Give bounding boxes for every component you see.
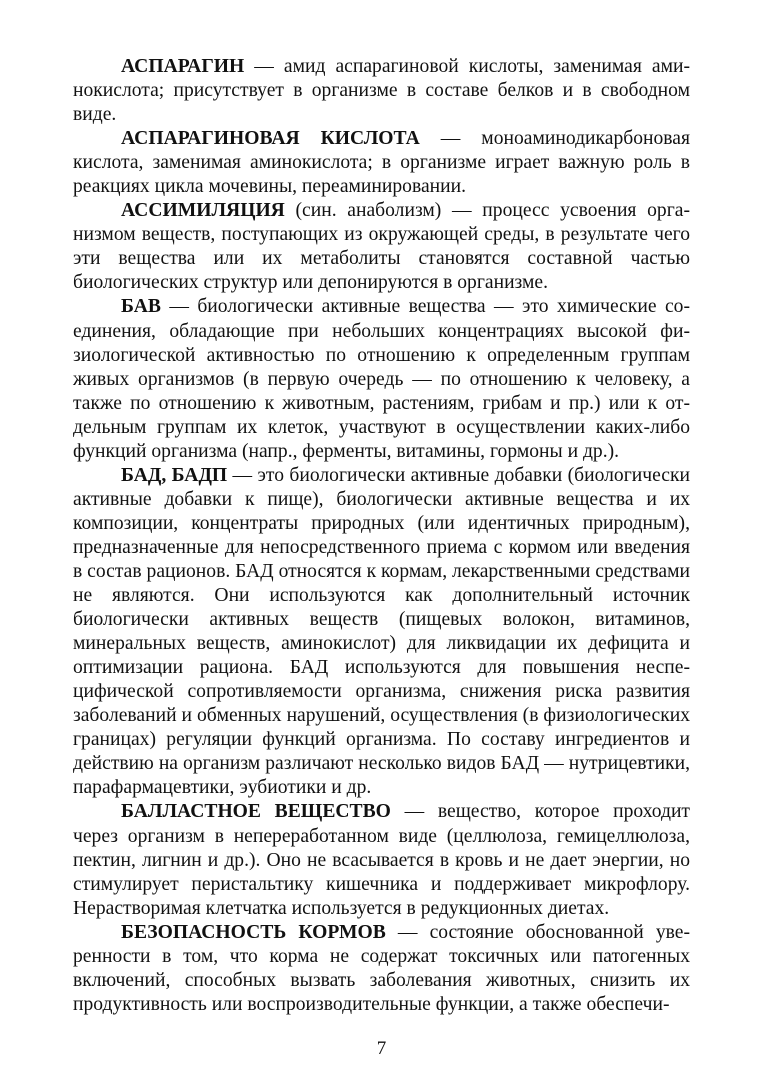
- entry-term: БАД, БАДП: [121, 464, 228, 486]
- entry-bav: [73, 295, 690, 463]
- entry-definition: — биологически активные вещества — это химические соединения, обладающие при небольших концентрациях высокой физиологической активностью по отношению к определенным группам живых организмов (в первую очередь — по отношению к человеку, а также по отношению к животным, растениям, грибам и пр.) или к отдельным группам их клеток, участвуют в осуществлении каких-либо функций организма (напр., ферменты, витамины, гормоны и др.).: [73, 296, 690, 462]
- entry-term: АСПАРАГИНОВАЯ КИСЛОТА: [121, 128, 420, 150]
- entry-term: АССИМИЛЯЦИЯ: [121, 200, 285, 222]
- entry-definition: — амид аспарагиновой кислоты, заменимая аминокислота; присутствует в организме в составе белков и в свободном виде.: [73, 56, 690, 126]
- entry-definition: — вещество, которое проходит через организм в непереработанном виде (целлюлоза, гемицеллюлоза, пектин, лигнин и др.). Оно не всасывается в кровь и не дает энергии, но стимулирует перистальтику кишечника и поддерживает микрофлору. Нерастворимая клетчатка используется в редукционных диетах.: [73, 801, 690, 919]
- entry-bad: [73, 464, 690, 801]
- entry-ballast-substance: [73, 800, 690, 920]
- entry-aspartic-acid: [73, 127, 690, 199]
- entry-definition: — состояние обоснованной уверенности в том, что корма не содержат токсичных или патогенных включений, способных вызвать заболевания животных, снизить их продуктивность или воспроизводительные функции, а также обеспечи-: [73, 921, 690, 1015]
- entry-term: БЕЗОПАСНОСТЬ КОРМОВ: [121, 921, 386, 943]
- entry-asparagine: [73, 55, 690, 127]
- entry-feed-safety: [73, 921, 690, 1017]
- entry-definition: (син. анаболизм) — процесс усвоения организмом веществ, поступающих из окружающей среды, в результате чего эти вещества или их метаболиты становятся составной частью биологических структур или депонируются в организме.: [73, 200, 690, 294]
- entry-definition: — моноаминодикарбоновая кислота, заменимая аминокислота; в организме играет важную роль в реакциях цикла мочевины, переаминировании.: [73, 128, 690, 198]
- dictionary-page: [73, 55, 690, 1017]
- entry-assimilation: [73, 199, 690, 295]
- entry-term: БАЛЛАСТНОЕ ВЕЩЕСТВО: [121, 801, 391, 823]
- entry-term: АСПАРАГИН: [121, 56, 245, 77]
- entry-definition: — это биологически активные добавки (биологически активные добавки к пище), биологически активные вещества и их композиции, концентраты природных (или идентичных природным), предназначенные для непосредственного приема с кормом или введения в состав рационов. БАД относятся к кормам, лекарственными средствами не являются. Они используются как дополнительный источник биологически активных веществ (пищевых волокон, витаминов, минеральных веществ, аминокислот) для ликвидации их дефицита и оптимизации рациона. БАД используются для повышения неспецифической сопротивляемости организма, снижения риска развития заболеваний и обменных нарушений, осуществления (в физиологических границах) регуляции функций организма. По составу ингредиентов и действию на организм различают несколько видов БАД — нутрицевтики, парафармацевтики, эубиотики и др.: [73, 464, 690, 799]
- page-number: 7: [376, 1038, 387, 1059]
- entry-term: БАВ: [121, 296, 161, 318]
